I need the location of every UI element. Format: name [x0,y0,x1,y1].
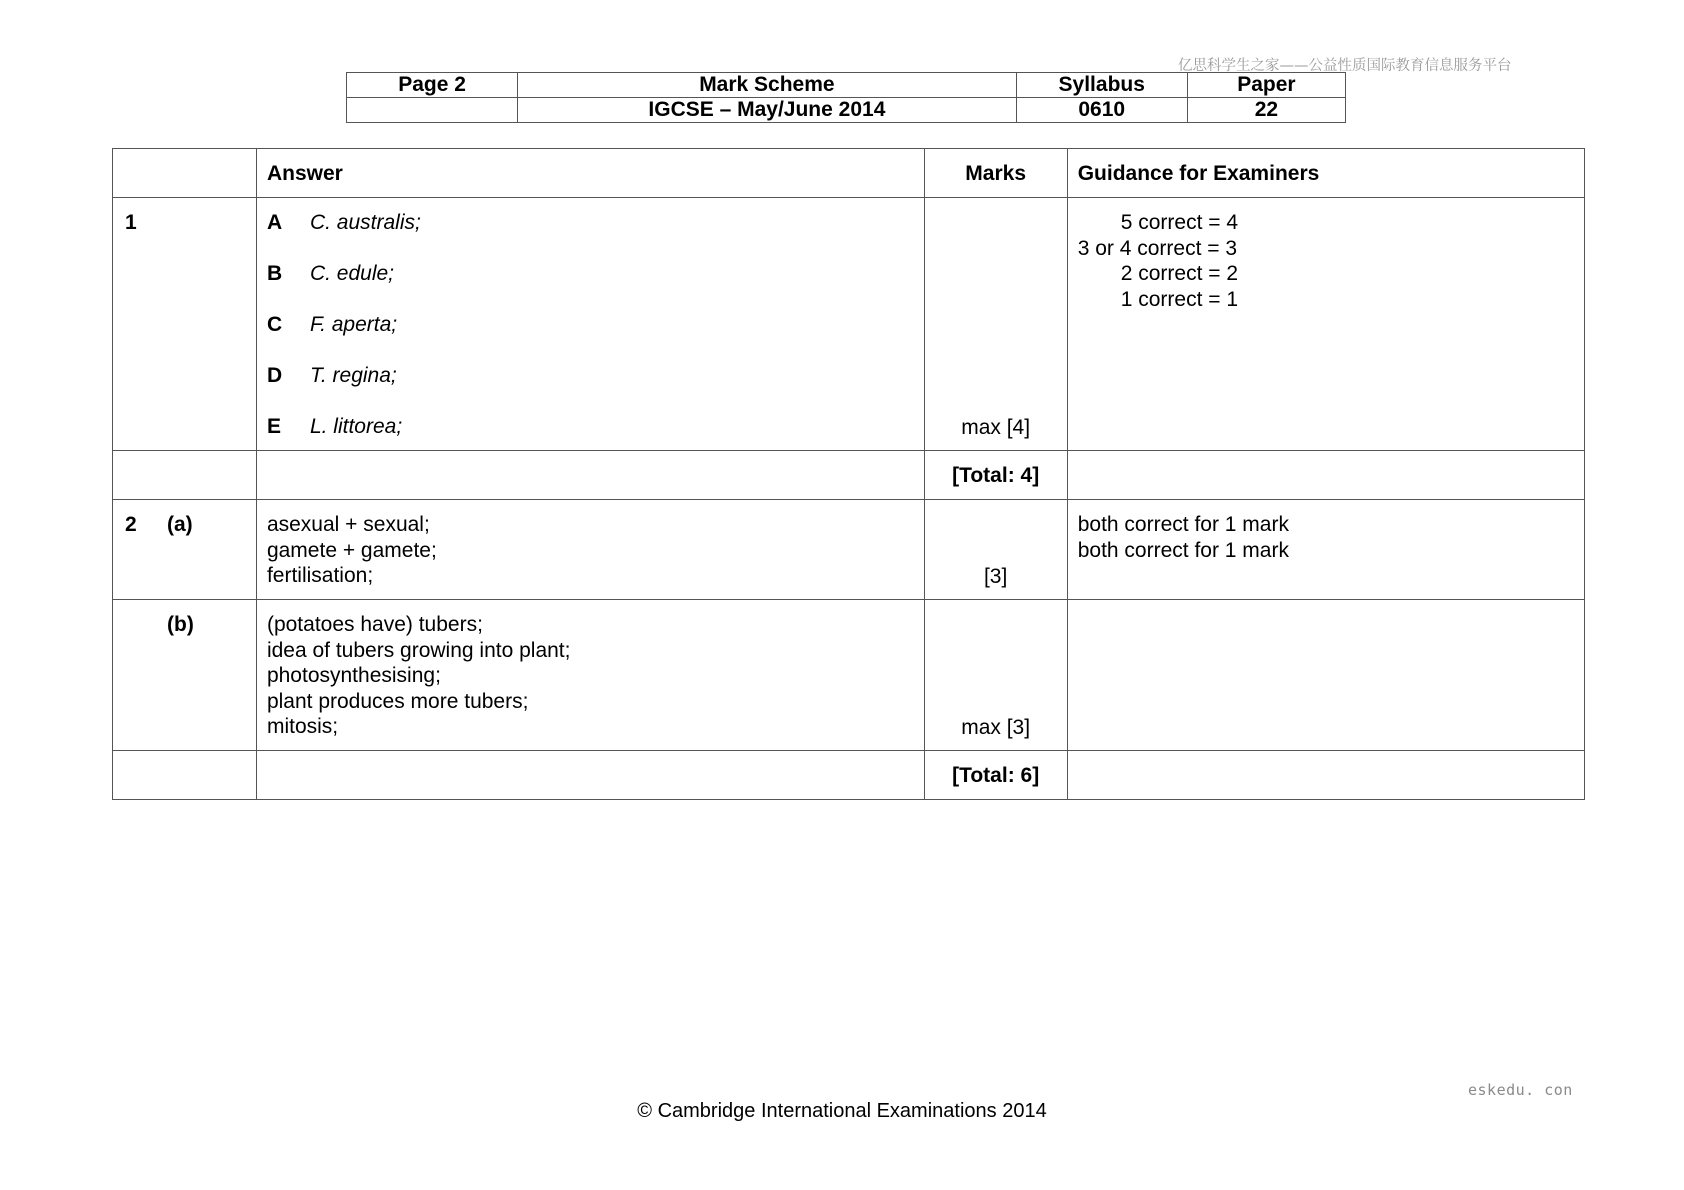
empty-cell [256,751,924,800]
header-paper-label: Paper [1187,73,1345,98]
q1-guidance [1067,198,1584,451]
option-text: T. regina; [309,364,397,387]
mark-scheme-table [112,148,1585,800]
answer-line: mitosis; [266,715,339,738]
q1-marks [924,198,1067,451]
q2-total: [Total: 6] [924,751,1067,800]
empty-cell [256,451,924,500]
q2b-part: (b) [167,613,194,636]
q2a-marks [924,500,1067,600]
col-header-answer: Answer [256,149,924,198]
guidance-line: both correct for 1 mark [1077,513,1289,536]
header-value-row [347,98,1346,123]
answer-line: asexual + sexual; [266,513,430,536]
guidance-line: both correct for 1 mark [1077,538,1289,562]
header-mark-scheme-label: Mark Scheme [518,73,1016,98]
column-header-row [113,149,1585,198]
q1-row [113,198,1585,451]
q1-number: 1 [113,198,257,451]
header-paper-value: 22 [1187,98,1345,123]
header-page-value [347,98,518,123]
q2a-marks-value: [3] [983,564,1008,588]
guidance-line: 2 correct = 2 [1120,262,1239,285]
watermark-bottom: eskedu. con [1468,1081,1573,1099]
header-table [346,72,1346,123]
header-label-row [347,73,1346,98]
q1-total: [Total: 4] [924,451,1067,500]
answer-line: (potatoes have) tubers; [266,613,483,636]
header-exam-value: IGCSE – May/June 2014 [518,98,1016,123]
q2a-number [113,500,257,600]
q1-option-a [267,210,914,261]
guidance-line: 5 correct = 4 [1120,211,1239,234]
empty-cell [1067,751,1584,800]
q2a-guidance [1067,500,1584,600]
option-letter: A [266,211,283,234]
empty-cell [1067,451,1584,500]
copyright-footer: © Cambridge International Examinations 2014 [637,1100,1047,1122]
option-letter: D [266,364,283,387]
empty-cell [113,751,257,800]
q2b-number [113,600,257,751]
q1-option-c [267,312,914,363]
q2b-row [113,600,1585,751]
q2a-part: (a) [167,513,193,536]
guidance-line: 1 correct = 1 [1120,287,1239,311]
header-syllabus-value: 0610 [1016,98,1187,123]
guidance-line: 3 or 4 correct = 3 [1077,236,1238,260]
option-text: L. littorea; [309,415,403,438]
q2-number: 2 [125,513,137,536]
watermark-top: 亿思科学生之家——公益性质国际教育信息服务平台 [1178,58,1512,74]
option-letter: B [266,262,283,285]
q1-marks-value: max [4] [961,415,1031,439]
answer-line: fertilisation; [266,564,374,587]
q2a-answer [256,500,924,600]
answer-line: photosynthesising; [266,664,441,687]
q1-option-b [267,261,914,312]
q1-answer [256,198,924,451]
header-syllabus-label: Syllabus [1016,73,1187,98]
q2a-row [113,500,1585,600]
q2b-guidance [1067,600,1584,751]
q2b-answer [256,600,924,751]
empty-cell [113,451,257,500]
q1-option-e [267,414,914,440]
q1-total-row [113,451,1585,500]
header-page-label: Page 2 [347,73,518,98]
option-letter: C [266,313,283,336]
answer-line: gamete + gamete; [266,538,437,562]
q2-total-row [113,751,1585,800]
q2b-marks [924,600,1067,751]
option-text: C. australis; [309,211,421,234]
q1-option-d [267,363,914,414]
option-text: F. aperta; [309,313,398,336]
option-text: C. edule; [309,262,395,285]
col-header-question [113,149,257,198]
q2b-marks-value: max [3] [961,715,1031,739]
col-header-marks: Marks [924,149,1067,198]
answer-line: idea of tubers growing into plant; [266,638,571,662]
option-letter: E [266,415,281,438]
answer-line: plant produces more tubers; [266,689,529,713]
col-header-guidance: Guidance for Examiners [1067,149,1584,198]
